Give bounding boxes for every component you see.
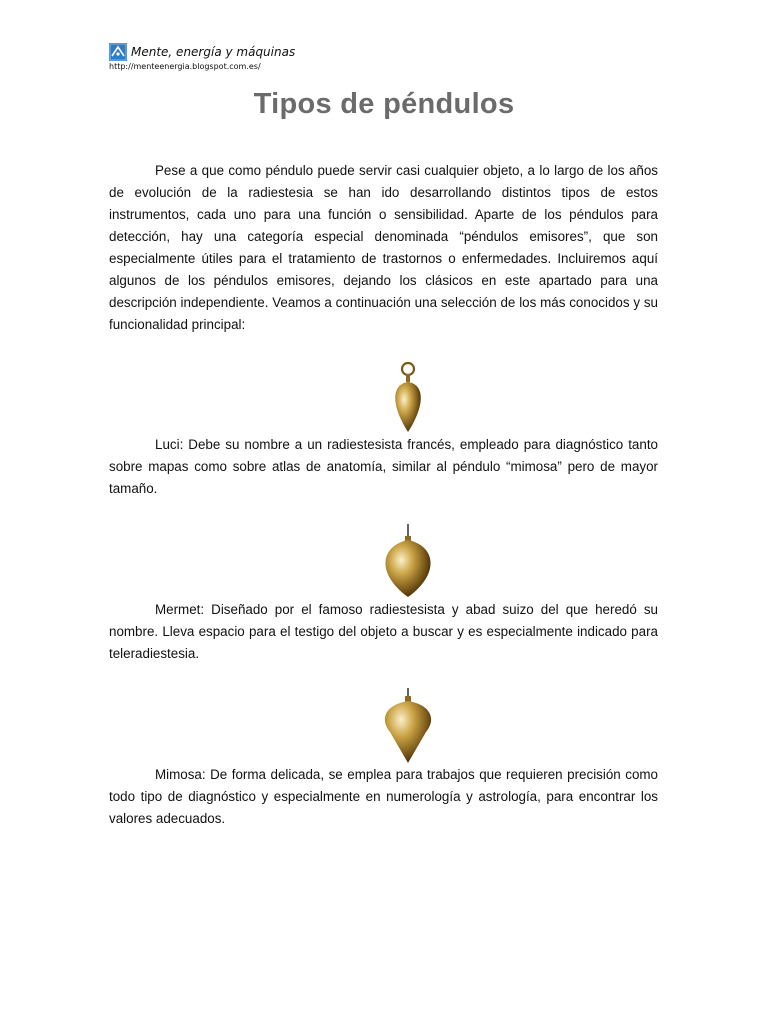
blog-header bbox=[109, 43, 295, 71]
intro-paragraph bbox=[109, 160, 658, 336]
page-title: Tipos de péndulos bbox=[253, 88, 515, 120]
mimosa-text: Mimosa: De forma delicada, se emplea para trabajos que requieren precisión como todo tipo de diagnóstico y especialmente en numerología y astrología, para encontrar los valores adecuados. bbox=[109, 767, 658, 826]
mermet-paragraph bbox=[109, 599, 658, 665]
mermet-pendulum-image bbox=[378, 524, 438, 598]
mimosa-pendulum-image bbox=[380, 688, 436, 764]
luci-pendulum-image bbox=[386, 360, 430, 434]
blog-name: Mente, energía y máquinas bbox=[131, 45, 296, 59]
luci-text: Luci: Debe su nombre a un radiestesista francés, empleado para diagnóstico tanto sobre mapas como sobre atlas de anatomía, similar al péndulo “mimosa” pero de mayor tamaño. bbox=[109, 437, 658, 496]
mimosa-paragraph bbox=[109, 764, 658, 830]
blog-logo-icon bbox=[109, 43, 127, 61]
blog-url-link[interactable]: http://menteenergia.blogspot.com.es/ bbox=[109, 62, 261, 71]
mermet-text: Mermet: Diseñado por el famoso radiestesista y abad suizo del que heredó su nombre. Lleva espacio para el testigo del objeto a buscar y es especialmente indicado para teleradiestesia. bbox=[109, 602, 658, 661]
luci-paragraph bbox=[109, 434, 658, 500]
intro-text: Pese a que como péndulo puede servir casi cualquier objeto, a lo largo de los años de evolución de la radiestesia se han ido desarrollando distintos tipos de estos instrumentos, cada uno para una función o sensibilidad. Aparte de los péndulos para detección, hay una categoría especial denominada “péndulos emisores”, que son especialmente útiles para el tratamiento de trastornos o enfermedades. Incluiremos aquí algunos de los péndulos emisores, dejando los clásicos en este apartado para una descripción independiente. Veamos a continuación una selección de los más conocidos y su funcionalidad principal: bbox=[109, 163, 658, 332]
